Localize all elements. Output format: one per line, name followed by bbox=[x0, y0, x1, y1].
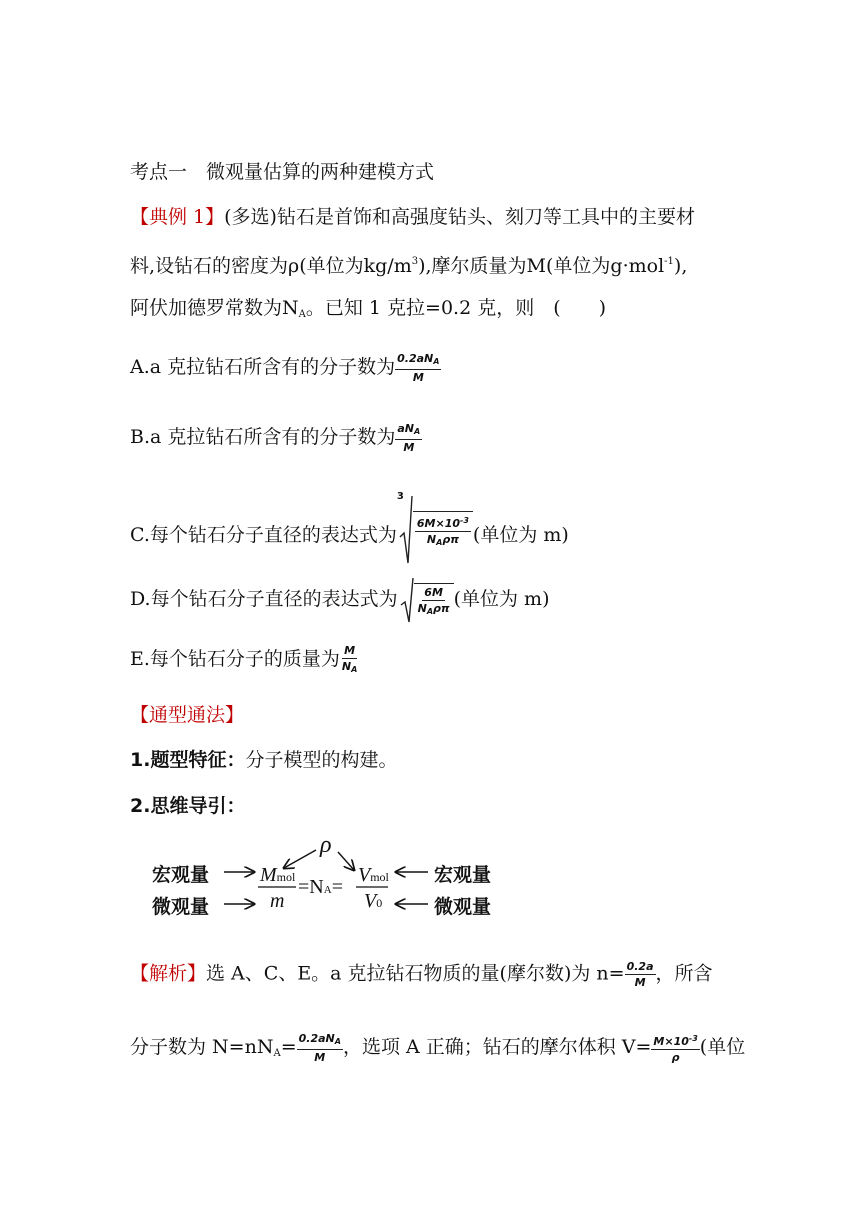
option-b: B.a 克拉钻石所含有的分子数为 $\frac{\text{aNA}}{M}$ bbox=[130, 422, 421, 454]
section-title: 考点一 微观量估算的两种建模方式 bbox=[130, 161, 435, 183]
option-a-fraction: $\frac{\text{0.2aNA}}{M}$ bbox=[397, 352, 440, 384]
option-a: A.a 克拉钻石所含有的分子数为 $\frac{\text{0.2aNA}}{M}$ bbox=[130, 352, 440, 384]
example-line-3: 阿伏加德罗常数为$N_A$。已知 1 克拉=0.2 克，则 ( ) bbox=[130, 297, 607, 320]
rho-symbol: ρ bbox=[320, 832, 332, 858]
option-e: E.每个钻石分子的质量为 $\frac{M}{NA}$ bbox=[130, 644, 358, 674]
micro-right-label: 微观量 bbox=[434, 896, 492, 918]
m-small-symbol: m bbox=[270, 890, 285, 912]
radical-sign-icon bbox=[400, 577, 414, 623]
micro-left-label: 微观量 bbox=[152, 896, 210, 918]
analysis-tag: 【解析】 bbox=[130, 962, 207, 985]
method-item-1: 1.题型特征：分子模型的构建。 bbox=[130, 749, 398, 771]
analysis-fraction-1: $\frac{0.2a}{M}$ bbox=[626, 960, 654, 989]
example-line-2: 料,设钻石的密度为ρ(单位为$kg/m^3$),摩尔质量为M(单位为g·mol$^{-1}$), bbox=[130, 255, 688, 277]
macro-left-label: 宏观量 bbox=[152, 864, 210, 886]
option-c-fraction: $\frac{6M\times 10^{-3}}{\text{NAρπ}}$ bbox=[416, 516, 469, 547]
analysis-fraction-2: $\frac{\text{0.2aNA}}{M}$ bbox=[298, 1032, 341, 1064]
option-e-fraction: $\frac{M}{NA}$ bbox=[341, 644, 358, 674]
na-equals: =NA= bbox=[298, 876, 343, 898]
example-tag: 【典例 1】 bbox=[130, 206, 225, 228]
v0-symbol: V0 bbox=[364, 890, 383, 912]
analysis-line-2: 分子数为 $N=nN_A=$ $\frac{\text{0.2aNA}}{M}$ ，选项 A 正确；钻石的摩尔体积 V= $\frac{M\times 10^{-3}}{\rho}$ (单位 bbox=[130, 1032, 746, 1064]
option-d: D.每个钻石分子直径的表达式为 $\frac{6M}{\text{NAρπ}}$ (单位为 m) bbox=[130, 577, 550, 623]
example-line-1: 【典例 1】(多选)钻石是首饰和高强度钻头、刻刀等工具中的主要材 bbox=[130, 206, 695, 228]
option-d-square-root bbox=[400, 577, 454, 623]
option-c: C.每个钻石分子直径的表达式为 3 $\frac{6M\times 10^{-3}}{\text{NAρπ}}$ (单位为 m) bbox=[130, 507, 569, 565]
option-b-fraction: $\frac{\text{aNA}}{M}$ bbox=[397, 422, 421, 454]
method-item-2: 2.思维导引： bbox=[130, 795, 246, 817]
m-mol-symbol: Mmol bbox=[260, 864, 296, 886]
v-mol-symbol: Vmol bbox=[358, 864, 389, 886]
option-c-cube-root: 3 $\frac{6M\times 10^{-3}}{\text{NAρπ}}$ bbox=[399, 507, 473, 565]
analysis-line-1: 【解析】选 A、C、E。a 克拉钻石物质的量(摩尔数)为 n= $\frac{0.2a}{M}$ ，所含 bbox=[130, 960, 713, 989]
macro-right-label: 宏观量 bbox=[434, 864, 492, 886]
option-d-fraction: $\frac{6M}{\text{NAρπ}}$ bbox=[417, 585, 450, 616]
thinking-diagram bbox=[152, 832, 512, 918]
analysis-fraction-3: $\frac{M\times 10^{-3}}{\rho}$ bbox=[653, 1034, 698, 1064]
method-heading: 【通型通法】 bbox=[130, 704, 245, 726]
